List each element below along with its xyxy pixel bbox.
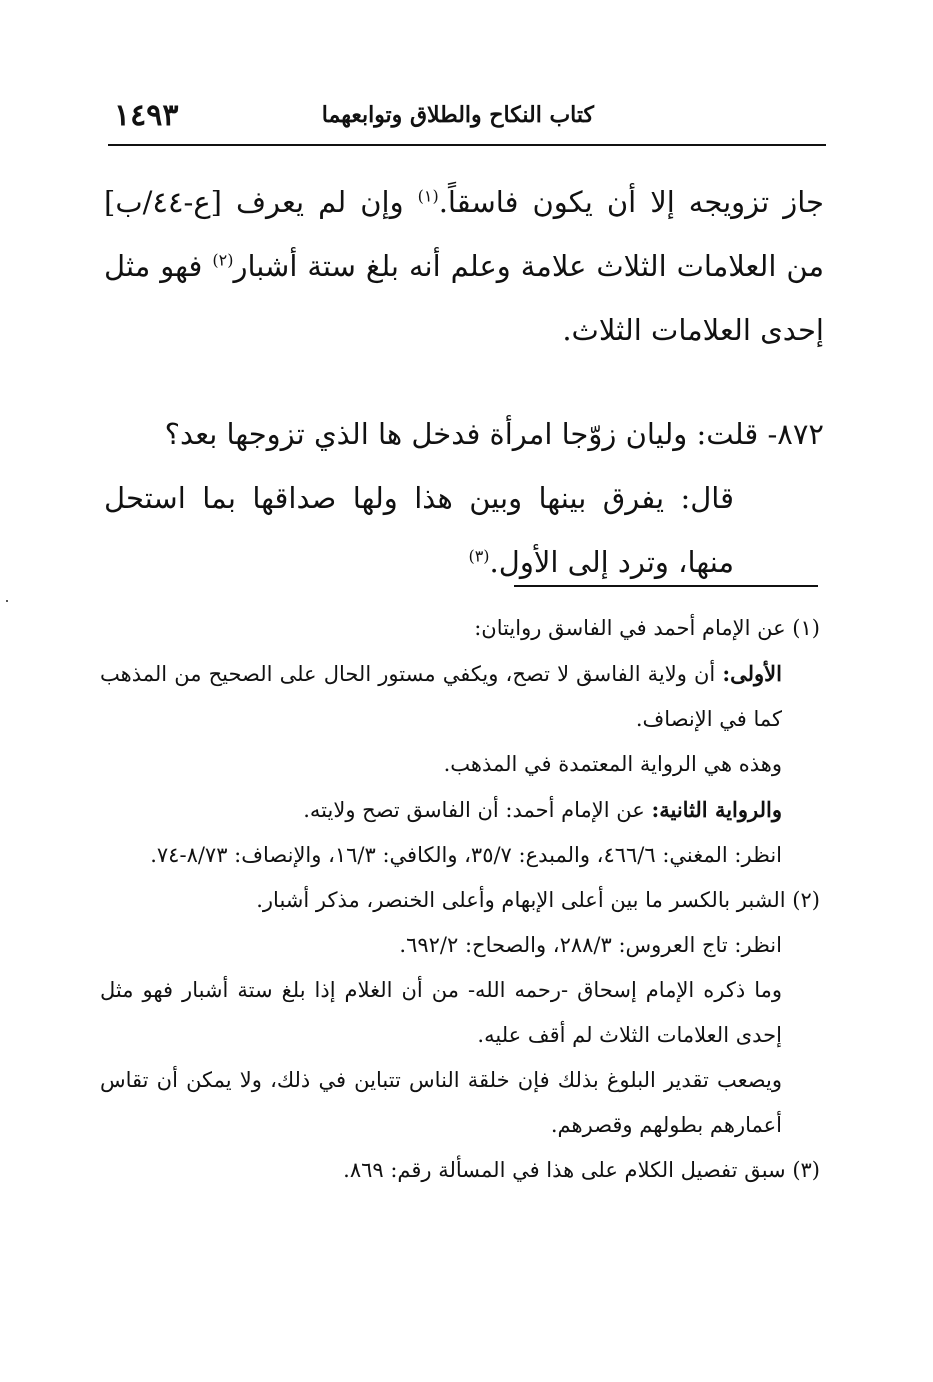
footnotes: [100, 606, 820, 1193]
footnote-2-note: ويصعب تقدير البلوغ بذلك فإن خلقة الناس تتباين في ذلك، ولا يمكن أن تقاس أعمارهم بطولهم وقصرهم.: [100, 1068, 782, 1137]
footnote-ref-3: (٣): [468, 546, 490, 566]
footnote-1-adopted: وهذه هي الرواية المعتمدة في المذهب.: [443, 752, 782, 776]
scan-speck: [6, 600, 8, 602]
answer-872: [104, 466, 824, 594]
footnote-2-references: انظر: تاج العروس: ٢٨٨/٣، والصحاح: ٦٩٢/٢.: [399, 933, 782, 957]
footnote-1-references: انظر: المغني: ٤٦٦/٦، والمبدع: ٣٥/٧، والكافي: ١٦/٣، والإنصاف: ٨/٧٣-٧٤.: [150, 843, 782, 867]
footnote-2-definition: (٢) الشبر بالكسر ما بين أعلى الإبهام وأعلى الخنصر، مذكر أشبار.: [256, 888, 820, 912]
footnote-separator: [514, 585, 818, 587]
page-header: [108, 96, 826, 146]
answer-text: قال: يفرق بينها وبين هذا ولها صداقها بما استحل منها، وترد إلى الأول.: [104, 481, 734, 579]
paragraph-text: وإن لم يعرف [ع-٤٤/ب] من العلامات الثلاث علامة وعلم أنه بلغ ستة أشبار: [104, 185, 824, 283]
footnote-2-note: وما ذكره الإمام إسحاق -رحمه الله- من أن الغلام إذا بلغ ستة أشبار فهو مثل إحدى العلامات الثلاث لم أقف عليه.: [100, 978, 782, 1047]
main-text: [104, 170, 824, 594]
paragraph-text: جاز تزويجه إلا أن يكون فاسقاً.: [438, 185, 824, 219]
page-number: ١٤٩٣: [114, 98, 179, 133]
paragraph-gap: [104, 362, 824, 402]
footnote-3: (٣) سبق تفصيل الكلام على هذا في المسألة رقم: ٨٦٩.: [343, 1158, 820, 1182]
question-872: ٨٧٢- قلت: وليان زوّجا امرأة فدخل ها الذي تزوجها بعد؟: [164, 417, 824, 451]
narration-label: الأولى:: [722, 661, 782, 686]
narration-text: أن ولاية الفاسق لا تصح، ويكفي مستور الحال على الصحيح من المذهب كما في الإنصاف.: [100, 662, 782, 731]
footnote-1-intro: (١) عن الإمام أحمد في الفاسق روايتان:: [474, 616, 820, 640]
footnote-1-second-narration: [100, 787, 820, 833]
footnote-ref-1: (١): [417, 186, 439, 206]
footnote-ref-2: (٢): [212, 250, 234, 270]
paragraph-text: فهو مثل إحدى العلامات الثلاث.: [104, 249, 824, 347]
footnote-1-first-narration: [100, 651, 820, 742]
narration-label: والرواية الثانية:: [651, 797, 782, 822]
paragraph-continuation: [104, 170, 824, 362]
running-title: كتاب النكاح والطلاق وتوابعهما: [321, 102, 594, 128]
narration-text: عن الإمام أحمد: أن الفاسق تصح ولايته.: [303, 798, 652, 822]
